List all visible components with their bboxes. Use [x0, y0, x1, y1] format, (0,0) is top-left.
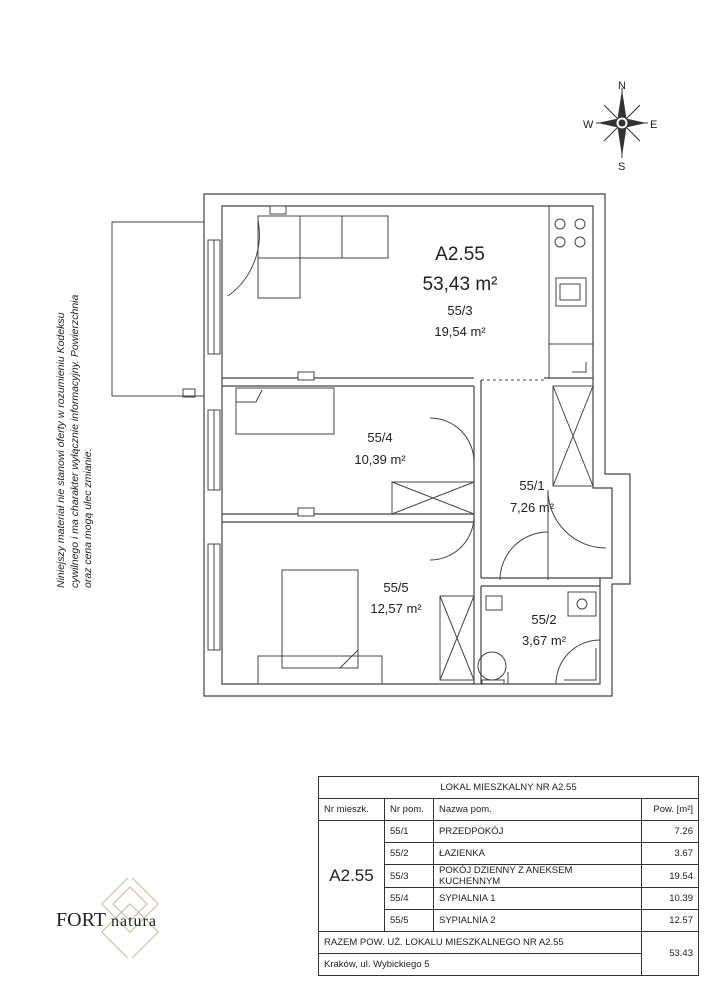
room-label: 55/1 — [519, 478, 545, 493]
outer-wall — [204, 194, 630, 696]
compass-w: W — [583, 119, 594, 131]
room-label: 55/5 — [383, 580, 409, 595]
brand-logo — [44, 878, 194, 958]
room-label: 55/4 — [367, 430, 393, 445]
bed-single — [236, 388, 334, 434]
room-label: 55/2 — [531, 612, 557, 627]
disclaimer-text: Niniejszy materiał nie stanowi oferty w rozumieniu Kodeksu cywilnego i ma charakter wyłącznie informacyjny. Powierzchnia oraz cena mogą ulec zmianie. — [55, 294, 94, 588]
table-row: A2.55 55/1 PRZEDPOKÓJ 7.26 — [319, 821, 699, 843]
header-name: Nazwa pom. — [434, 799, 642, 821]
table-row: 55/5 SYPIALNIA 2 12.57 — [319, 910, 699, 932]
address: Kraków, ul. Wybickiego 5 — [319, 954, 642, 976]
total-value: 53.43 — [642, 932, 699, 976]
table-row: 55/4 SYPIALNIA 1 10.39 — [319, 888, 699, 910]
apartment-code: A2.55 — [435, 244, 485, 265]
apartment-area: 53,43 m² — [422, 274, 498, 295]
balcony — [112, 222, 204, 396]
table-row: 55/3 POKÓJ DZIENNY Z ANEKSEM KUCHENNYM 19.54 — [319, 865, 699, 888]
bed-double — [258, 570, 382, 684]
flat-code: A2.55 — [319, 821, 385, 932]
room-area: 7,26 m² — [509, 500, 555, 515]
compass-n: N — [618, 80, 626, 92]
compass-s: S — [618, 161, 626, 173]
kitchen-counter — [549, 206, 593, 378]
total-label: RAZEM POW. UŻ. LOKALU MIESZKALNEGO NR A2.55 — [319, 932, 642, 954]
table-row: 55/2 ŁAZIENKA 3.67 — [319, 843, 699, 865]
compass-e: E — [650, 119, 658, 131]
header-area: Pow. [m²] — [642, 799, 699, 821]
sofa — [258, 216, 388, 298]
room-label: 55/3 — [447, 303, 473, 318]
svg-text:FORT: FORT — [56, 909, 106, 931]
room-legend-table — [318, 776, 699, 976]
legend-title: LOKAL MIESZKALNY NR A2.55 — [319, 777, 699, 799]
svg-text:natura: natura — [111, 913, 157, 930]
header-flat: Nr mieszk. — [319, 799, 385, 821]
room-area: 12,57 m² — [370, 601, 422, 616]
compass-rose — [596, 88, 648, 158]
windows — [208, 206, 314, 650]
room-area: 3,67 m² — [521, 633, 567, 648]
room-area: 10,39 m² — [354, 452, 406, 467]
header-room: Nr pom. — [385, 799, 434, 821]
room-area: 19,54 m² — [434, 324, 486, 339]
